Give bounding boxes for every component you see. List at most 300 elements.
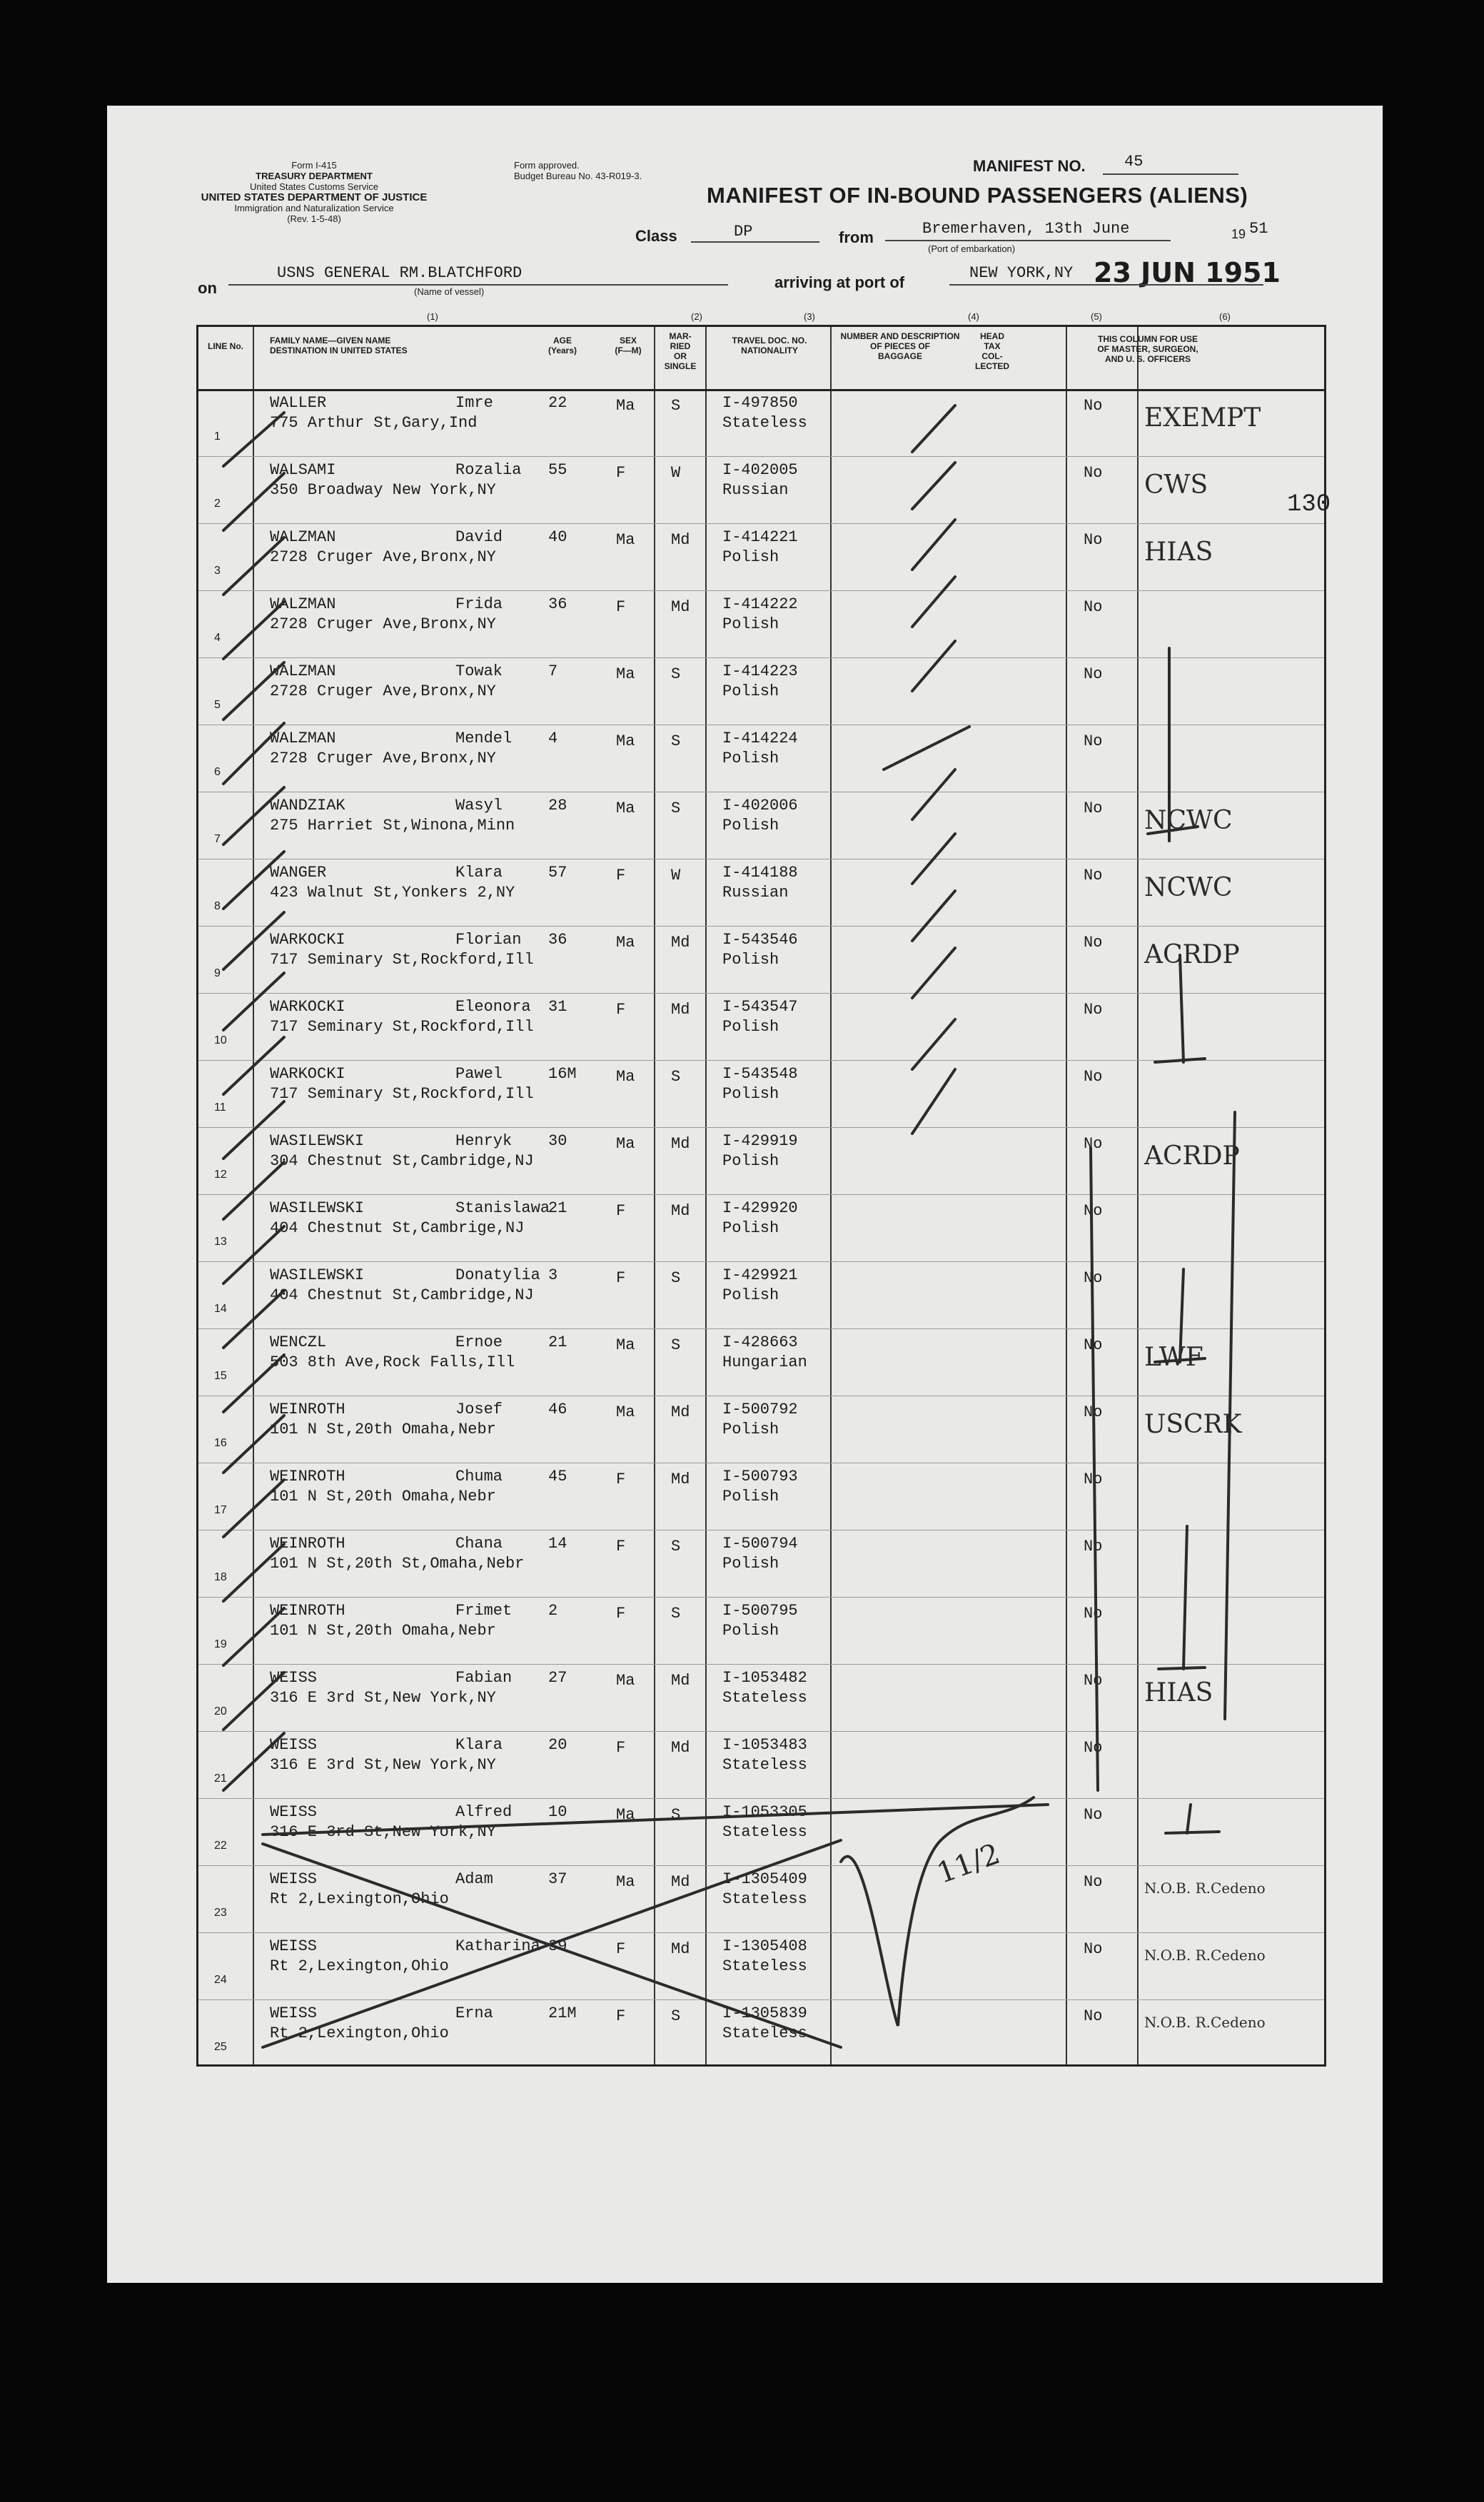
- family-name: WASILEWSKI: [270, 1199, 365, 1217]
- nationality: Polish: [722, 750, 779, 767]
- destination: Rt 2,Lexington,Ohio: [270, 2024, 449, 2042]
- baggage-tick: [912, 1019, 955, 1069]
- officer-note: N.O.B. R.Cedeno: [1144, 2014, 1266, 2031]
- sex: F: [616, 464, 626, 482]
- checkmark: [223, 1733, 284, 1790]
- sex: F: [616, 1471, 626, 1488]
- checkmark: [223, 538, 284, 595]
- destination: Rt 2,Lexington,Ohio: [270, 1957, 449, 1975]
- line-number: 3: [214, 565, 221, 577]
- destination: 423 Walnut St,Yonkers 2,NY: [270, 884, 515, 902]
- justice-dept: UNITED STATES DEPARTMENT OF JUSTICE: [201, 191, 428, 203]
- colnum-2: (2): [691, 311, 702, 322]
- marital-status: W: [671, 464, 681, 482]
- arrival-port: NEW YORK,NY: [969, 264, 1074, 282]
- marital-status: S: [671, 1538, 681, 1555]
- nationality: Polish: [722, 1555, 779, 1573]
- travel-doc-no: I-1305409: [722, 1870, 807, 1888]
- travel-doc-no: I-402005: [722, 461, 798, 479]
- manifest-title: MANIFEST OF IN-BOUND PASSENGERS (ALIENS): [707, 183, 1248, 208]
- nationality: Polish: [722, 1152, 779, 1170]
- marital-status: Md: [671, 531, 690, 549]
- destination: 503 8th Ave,Rock Falls,Ill: [270, 1353, 515, 1371]
- family-name: WEINROTH: [270, 1535, 345, 1553]
- form-number-block: [193, 160, 435, 224]
- head-tax: No: [1084, 867, 1103, 884]
- baggage-tick: [912, 948, 955, 998]
- age: 20: [548, 1736, 567, 1754]
- from-value: Bremerhaven, 13th June: [922, 220, 1130, 238]
- baggage-tick: [912, 834, 955, 884]
- family-name: WEISS: [270, 1870, 318, 1888]
- officer-note: NCWC: [1144, 806, 1233, 835]
- sex: Ma: [616, 1806, 635, 1824]
- form-revision: (Rev. 1-5-48): [287, 213, 341, 224]
- nationality: Polish: [722, 1622, 779, 1640]
- on-label: on: [198, 279, 217, 297]
- nationality: Polish: [722, 1286, 779, 1304]
- age: 57: [548, 864, 567, 882]
- head-tax: No: [1084, 1605, 1103, 1623]
- nationality: Stateless: [722, 1689, 807, 1707]
- marital-status: S: [671, 732, 681, 750]
- ditto-mark: [1159, 1526, 1205, 1669]
- line-number: 13: [214, 1236, 227, 1248]
- head-tax: No: [1084, 799, 1103, 817]
- colnum-6: (6): [1219, 311, 1231, 322]
- form-number: Form I-415: [291, 160, 337, 171]
- head-officers: THIS COLUMN FOR USE OF MASTER, SURGEON, AND U. S. OFFICERS: [1097, 334, 1198, 364]
- embark-label: (Port of embarkation): [928, 243, 1016, 254]
- destination: 2728 Cruger Ave,Bronx,NY: [270, 750, 496, 767]
- head-sex: SEX (F—M): [615, 336, 642, 355]
- marital-status: Md: [671, 1739, 690, 1757]
- checkmark: [223, 1480, 284, 1537]
- given-name: Katharina: [455, 1937, 540, 1955]
- checkmark: [223, 973, 284, 1030]
- line-number: 12: [214, 1169, 227, 1181]
- ditto-mark: [1155, 955, 1205, 1062]
- given-name: Imre: [455, 394, 493, 412]
- marital-status: S: [671, 1806, 681, 1824]
- line-number: 21: [214, 1772, 227, 1785]
- destination: 404 Chestnut St,Cambridge,NJ: [270, 1286, 534, 1304]
- age: 28: [548, 797, 567, 814]
- head-tax: No: [1084, 1806, 1103, 1824]
- checkmark: [223, 1291, 284, 1348]
- vessel-underline: [228, 284, 728, 286]
- nationality: Polish: [722, 1488, 779, 1505]
- officer-note: NCWC: [1144, 873, 1233, 902]
- nationality: Stateless: [722, 1756, 807, 1774]
- destination: 2728 Cruger Ave,Bronx,NY: [270, 548, 496, 566]
- age: 3: [548, 1266, 558, 1284]
- checkmark: [223, 1416, 284, 1473]
- year-value: 51: [1249, 220, 1268, 238]
- family-name: WANDZIAK: [270, 797, 345, 814]
- checkmark: [223, 662, 284, 720]
- given-name: Rozalia: [455, 461, 522, 479]
- destination: 350 Broadway New York,NY: [270, 481, 496, 499]
- officer-note: N.O.B. R.Cedeno: [1144, 1947, 1266, 1964]
- given-name: Josef: [455, 1401, 503, 1418]
- officer-note: N.O.B. R.Cedeno: [1144, 1880, 1266, 1897]
- sex: Ma: [616, 799, 635, 817]
- checkmark: [223, 852, 284, 909]
- colnum-4: (4): [968, 311, 979, 322]
- given-name: David: [455, 528, 503, 546]
- baggage-tick: [912, 641, 955, 691]
- marital-status: Md: [671, 1873, 690, 1891]
- sex: F: [616, 598, 626, 616]
- sex: Ma: [616, 397, 635, 415]
- manifest-no-value: 45: [1124, 153, 1144, 171]
- line-number: 6: [214, 766, 221, 778]
- age: 46: [548, 1401, 567, 1418]
- officer-note: ACRDP: [1144, 940, 1240, 969]
- given-name: Klara: [455, 864, 503, 882]
- sex: F: [616, 1202, 626, 1220]
- family-name: WARKOCKI: [270, 1065, 345, 1083]
- class-underline: [691, 241, 819, 243]
- checkmark: [223, 1608, 284, 1665]
- marital-status: Md: [671, 1403, 690, 1421]
- travel-doc-no: I-543546: [722, 931, 798, 949]
- destination: 275 Harriet St,Winona,Minn: [270, 817, 515, 834]
- checkmark: [223, 1355, 284, 1412]
- given-name: Mendel: [455, 730, 513, 747]
- checkmark: [223, 912, 284, 969]
- checkmark: [223, 1162, 284, 1219]
- line-number: 10: [214, 1034, 227, 1046]
- given-name: Wasyl: [455, 797, 503, 814]
- marital-status: S: [671, 1269, 681, 1287]
- family-name: WASILEWSKI: [270, 1132, 365, 1150]
- line-number: 1: [214, 430, 221, 443]
- age: 16M: [548, 1065, 577, 1083]
- nationality: Russian: [722, 884, 789, 902]
- destination: 304 Chestnut St,Cambridge,NJ: [270, 1152, 534, 1170]
- officer-note: HIAS: [1144, 538, 1213, 567]
- age: 14: [548, 1535, 567, 1553]
- head-tax: No: [1084, 1269, 1103, 1287]
- head-tax: No: [1084, 934, 1103, 952]
- destination: 404 Chestnut St,Cambrige,NJ: [270, 1219, 525, 1237]
- age: 36: [548, 931, 567, 949]
- head-tax: No: [1084, 1202, 1103, 1220]
- line-number: 19: [214, 1638, 227, 1650]
- head-tax: No: [1084, 1135, 1103, 1153]
- destination: 316 E 3rd St,New York,NY: [270, 1823, 496, 1841]
- passenger-table: [196, 311, 1326, 2067]
- marital-status: S: [671, 665, 681, 683]
- travel-doc-no: I-1053482: [722, 1669, 807, 1687]
- ditto-mark: [1148, 648, 1198, 841]
- head-tax: No: [1084, 531, 1103, 549]
- given-name: Erna: [455, 2004, 493, 2022]
- officer-note: ACRDP: [1144, 1141, 1240, 1171]
- travel-doc-no: I-1053483: [722, 1736, 807, 1754]
- family-name: WEINROTH: [270, 1602, 345, 1620]
- destination: 316 E 3rd St,New York,NY: [270, 1756, 496, 1774]
- sex: Ma: [616, 1068, 635, 1086]
- sex: Ma: [616, 531, 635, 549]
- family-name: WARKOCKI: [270, 931, 345, 949]
- sex: F: [616, 1538, 626, 1555]
- sex: F: [616, 2007, 626, 2025]
- travel-doc-no: I-414188: [722, 864, 798, 882]
- nationality: Hungarian: [722, 1353, 807, 1371]
- line-number: 8: [214, 900, 221, 912]
- margin-number: 130: [1287, 491, 1331, 518]
- line-number: 18: [214, 1571, 227, 1583]
- head-age: AGE (Years): [547, 336, 577, 355]
- nationality: Stateless: [722, 1823, 807, 1841]
- line-number: 16: [214, 1437, 227, 1449]
- destination: 101 N St,20th Omaha,Nebr: [270, 1622, 496, 1640]
- given-name: Pawel: [455, 1065, 503, 1083]
- given-name: Adam: [455, 1870, 493, 1888]
- family-name: WARKOCKI: [270, 998, 345, 1016]
- head-tax: No: [1084, 1001, 1103, 1019]
- travel-doc-no: I-1053305: [722, 1803, 807, 1821]
- head-tax: No: [1084, 732, 1103, 750]
- checkmark: [223, 1673, 284, 1730]
- marital-status: S: [671, 1336, 681, 1354]
- family-name: WEISS: [270, 1803, 318, 1821]
- sex: Ma: [616, 1403, 635, 1421]
- head-baggage: NUMBER AND DESCRIPTION OF PIECES OF BAGGAGE: [840, 331, 960, 361]
- officer-note: CWS: [1144, 470, 1208, 500]
- family-name: WALZMAN: [270, 662, 336, 680]
- marital-status: S: [671, 799, 681, 817]
- from-underline: [885, 240, 1171, 241]
- nationality: Russian: [722, 481, 789, 499]
- line-number: 9: [214, 967, 221, 979]
- marital-status: Md: [671, 1471, 690, 1488]
- family-name: WALSAMI: [270, 461, 336, 479]
- manifest-no-underline: [1103, 173, 1238, 175]
- officer-note: USCRK: [1144, 1410, 1242, 1439]
- nationality: Polish: [722, 817, 779, 834]
- head-line-no: LINE No.: [208, 341, 243, 351]
- travel-doc-no: I-402006: [722, 797, 798, 814]
- destination: 775 Arthur St,Gary,Ind: [270, 414, 478, 432]
- ditto-mark: [1155, 1269, 1205, 1362]
- age: 36: [548, 595, 567, 613]
- family-name: WEISS: [270, 1937, 318, 1955]
- line-number: 23: [214, 1907, 227, 1919]
- line-number: 24: [214, 1974, 227, 1986]
- head-tax: No: [1084, 1471, 1103, 1488]
- handwritten-date: 11/2: [932, 1837, 1004, 1890]
- travel-doc-no: I-500795: [722, 1602, 798, 1620]
- marital-status: Md: [671, 934, 690, 952]
- line-number: 11: [214, 1101, 226, 1114]
- nationality: Polish: [722, 1018, 779, 1036]
- age: 55: [548, 461, 567, 479]
- manifest-page: [107, 106, 1383, 2283]
- travel-doc-no: I-500792: [722, 1401, 798, 1418]
- destination: 717 Seminary St,Rockford,Ill: [270, 951, 534, 969]
- head-tax: No: [1084, 2007, 1103, 2025]
- destination: 717 Seminary St,Rockford,Ill: [270, 1018, 534, 1036]
- checkmark: [223, 787, 284, 844]
- destination: 2728 Cruger Ave,Bronx,NY: [270, 682, 496, 700]
- year-prefix: 19: [1231, 227, 1246, 241]
- marital-status: S: [671, 1068, 681, 1086]
- family-name: WEISS: [270, 2004, 318, 2022]
- marital-status: Md: [671, 1135, 690, 1153]
- travel-doc-no: I-414221: [722, 528, 798, 546]
- travel-doc-no: I-1305408: [722, 1937, 807, 1955]
- strike-through: [263, 1805, 1048, 1835]
- head-tax: No: [1084, 1403, 1103, 1421]
- family-name: WEINROTH: [270, 1401, 345, 1418]
- head-tax: No: [1084, 397, 1103, 415]
- nationality: Polish: [722, 548, 779, 566]
- family-name: WASILEWSKI: [270, 1266, 365, 1284]
- class-value: DP: [734, 223, 753, 241]
- given-name: Stanislawa: [455, 1199, 550, 1217]
- line-number: 20: [214, 1705, 227, 1717]
- head-tax: No: [1084, 1873, 1103, 1891]
- age: 22: [548, 394, 567, 412]
- colnum-5: (5): [1091, 311, 1102, 322]
- travel-doc-no: I-500793: [722, 1468, 798, 1485]
- checkmark: [223, 473, 284, 530]
- officer-note: LWF: [1144, 1343, 1203, 1372]
- destination: 101 N St,20th Omaha,Nebr: [270, 1488, 496, 1505]
- travel-doc-no: I-500794: [722, 1535, 798, 1553]
- head-tax: No: [1084, 464, 1103, 482]
- checkmark: [223, 723, 284, 784]
- line-number: 17: [214, 1504, 227, 1516]
- signature-scrawl: [841, 1797, 1034, 2026]
- age: 21: [548, 1199, 567, 1217]
- nationality: Polish: [722, 1421, 779, 1438]
- age: 39: [548, 1937, 567, 1955]
- baggage-tick: [912, 405, 955, 452]
- destination: Rt 2,Lexington,Ohio: [270, 1890, 449, 1908]
- officer-note: EXEMPT: [1144, 403, 1261, 433]
- sex: F: [616, 1001, 626, 1019]
- arrival-date-stamp: 23 JUN 1951: [1094, 257, 1281, 288]
- nationality: Stateless: [722, 414, 807, 432]
- baggage-tick: [912, 577, 955, 627]
- nationality: Stateless: [722, 1890, 807, 1908]
- marital-status: S: [671, 397, 681, 415]
- family-name: WALZMAN: [270, 595, 336, 613]
- head-tax: No: [1084, 1068, 1103, 1086]
- age: 37: [548, 1870, 567, 1888]
- budget-bureau: Budget Bureau No. 43-R019-3.: [514, 171, 642, 181]
- colnum-1: (1): [427, 311, 438, 322]
- age: 45: [548, 1468, 567, 1485]
- destination: 717 Seminary St,Rockford,Ill: [270, 1085, 534, 1103]
- age: 21M: [548, 2004, 577, 2022]
- age: 30: [548, 1132, 567, 1150]
- baggage-tick: [884, 727, 969, 770]
- head-travel-doc: TRAVEL DOC. NO. NATIONALITY: [732, 336, 807, 355]
- colnum-3: (3): [804, 311, 815, 322]
- nationality: Polish: [722, 1219, 779, 1237]
- nationality: Polish: [722, 951, 779, 969]
- line-number: 15: [214, 1370, 227, 1382]
- line-number: 4: [214, 632, 221, 644]
- line-number: 22: [214, 1840, 227, 1852]
- manifest-no-label: MANIFEST NO.: [973, 157, 1086, 175]
- family-name: WEISS: [270, 1669, 318, 1687]
- marital-status: Md: [671, 598, 690, 616]
- sex: Ma: [616, 1873, 635, 1891]
- ditto-mark: [1166, 1805, 1219, 1833]
- checkmark: [223, 1226, 284, 1283]
- class-label: Class: [635, 227, 677, 245]
- sex: F: [616, 1269, 626, 1287]
- treasury-dept: TREASURY DEPARTMENT: [256, 171, 373, 181]
- arriving-label: arriving at port of: [774, 273, 905, 291]
- baggage-tick: [912, 1069, 955, 1134]
- age: 2: [548, 1602, 558, 1620]
- checkmark: [223, 1544, 284, 1601]
- family-name: WANGER: [270, 864, 327, 882]
- checkmark: [223, 413, 284, 466]
- head-tax: No: [1084, 1739, 1103, 1757]
- arrival-underline: [949, 284, 1263, 286]
- customs-service: United States Customs Service: [250, 181, 378, 192]
- destination: 2728 Cruger Ave,Bronx,NY: [270, 615, 496, 633]
- family-name: WALZMAN: [270, 730, 336, 747]
- head-tax: No: [1084, 1538, 1103, 1555]
- sex: F: [616, 1605, 626, 1623]
- marital-status: Md: [671, 1672, 690, 1690]
- officer-note: HIAS: [1144, 1678, 1213, 1707]
- age: 31: [548, 998, 567, 1016]
- travel-doc-no: I-1305839: [722, 2004, 807, 2022]
- given-name: Chana: [455, 1535, 503, 1553]
- family-name: WEINROTH: [270, 1468, 345, 1485]
- head-name: FAMILY NAME—GIVEN NAME DESTINATION IN UNITED STATES: [270, 336, 408, 355]
- head-tax: No: [1084, 1336, 1103, 1354]
- sex: Ma: [616, 1135, 635, 1153]
- line-number: 2: [214, 498, 221, 510]
- nationality: Polish: [722, 615, 779, 633]
- marital-status: S: [671, 2007, 681, 2025]
- vessel-name: USNS GENERAL RM.BLATCHFORD: [277, 264, 523, 282]
- sex: Ma: [616, 665, 635, 683]
- given-name: Alfred: [455, 1803, 513, 1821]
- form-approved: Form approved.: [514, 160, 580, 171]
- head-tax: No: [1084, 1940, 1103, 1958]
- nationality: Stateless: [722, 1957, 807, 1975]
- marital-status: W: [671, 867, 681, 884]
- age: 40: [548, 528, 567, 546]
- destination: 101 N St,20th Omaha,Nebr: [270, 1421, 496, 1438]
- nationality: Stateless: [722, 2024, 807, 2042]
- given-name: Frimet: [455, 1602, 513, 1620]
- checkmark: [223, 1101, 284, 1159]
- age: 21: [548, 1333, 567, 1351]
- ditto-line: [1091, 1148, 1098, 1790]
- sex: Ma: [616, 1672, 635, 1690]
- destination: 101 N St,20th St,Omaha,Nebr: [270, 1555, 525, 1573]
- baggage-tick: [912, 463, 955, 509]
- head-tax: No: [1084, 598, 1103, 616]
- from-label: from: [839, 228, 874, 246]
- nationality: Polish: [722, 682, 779, 700]
- family-name: WALZMAN: [270, 528, 336, 546]
